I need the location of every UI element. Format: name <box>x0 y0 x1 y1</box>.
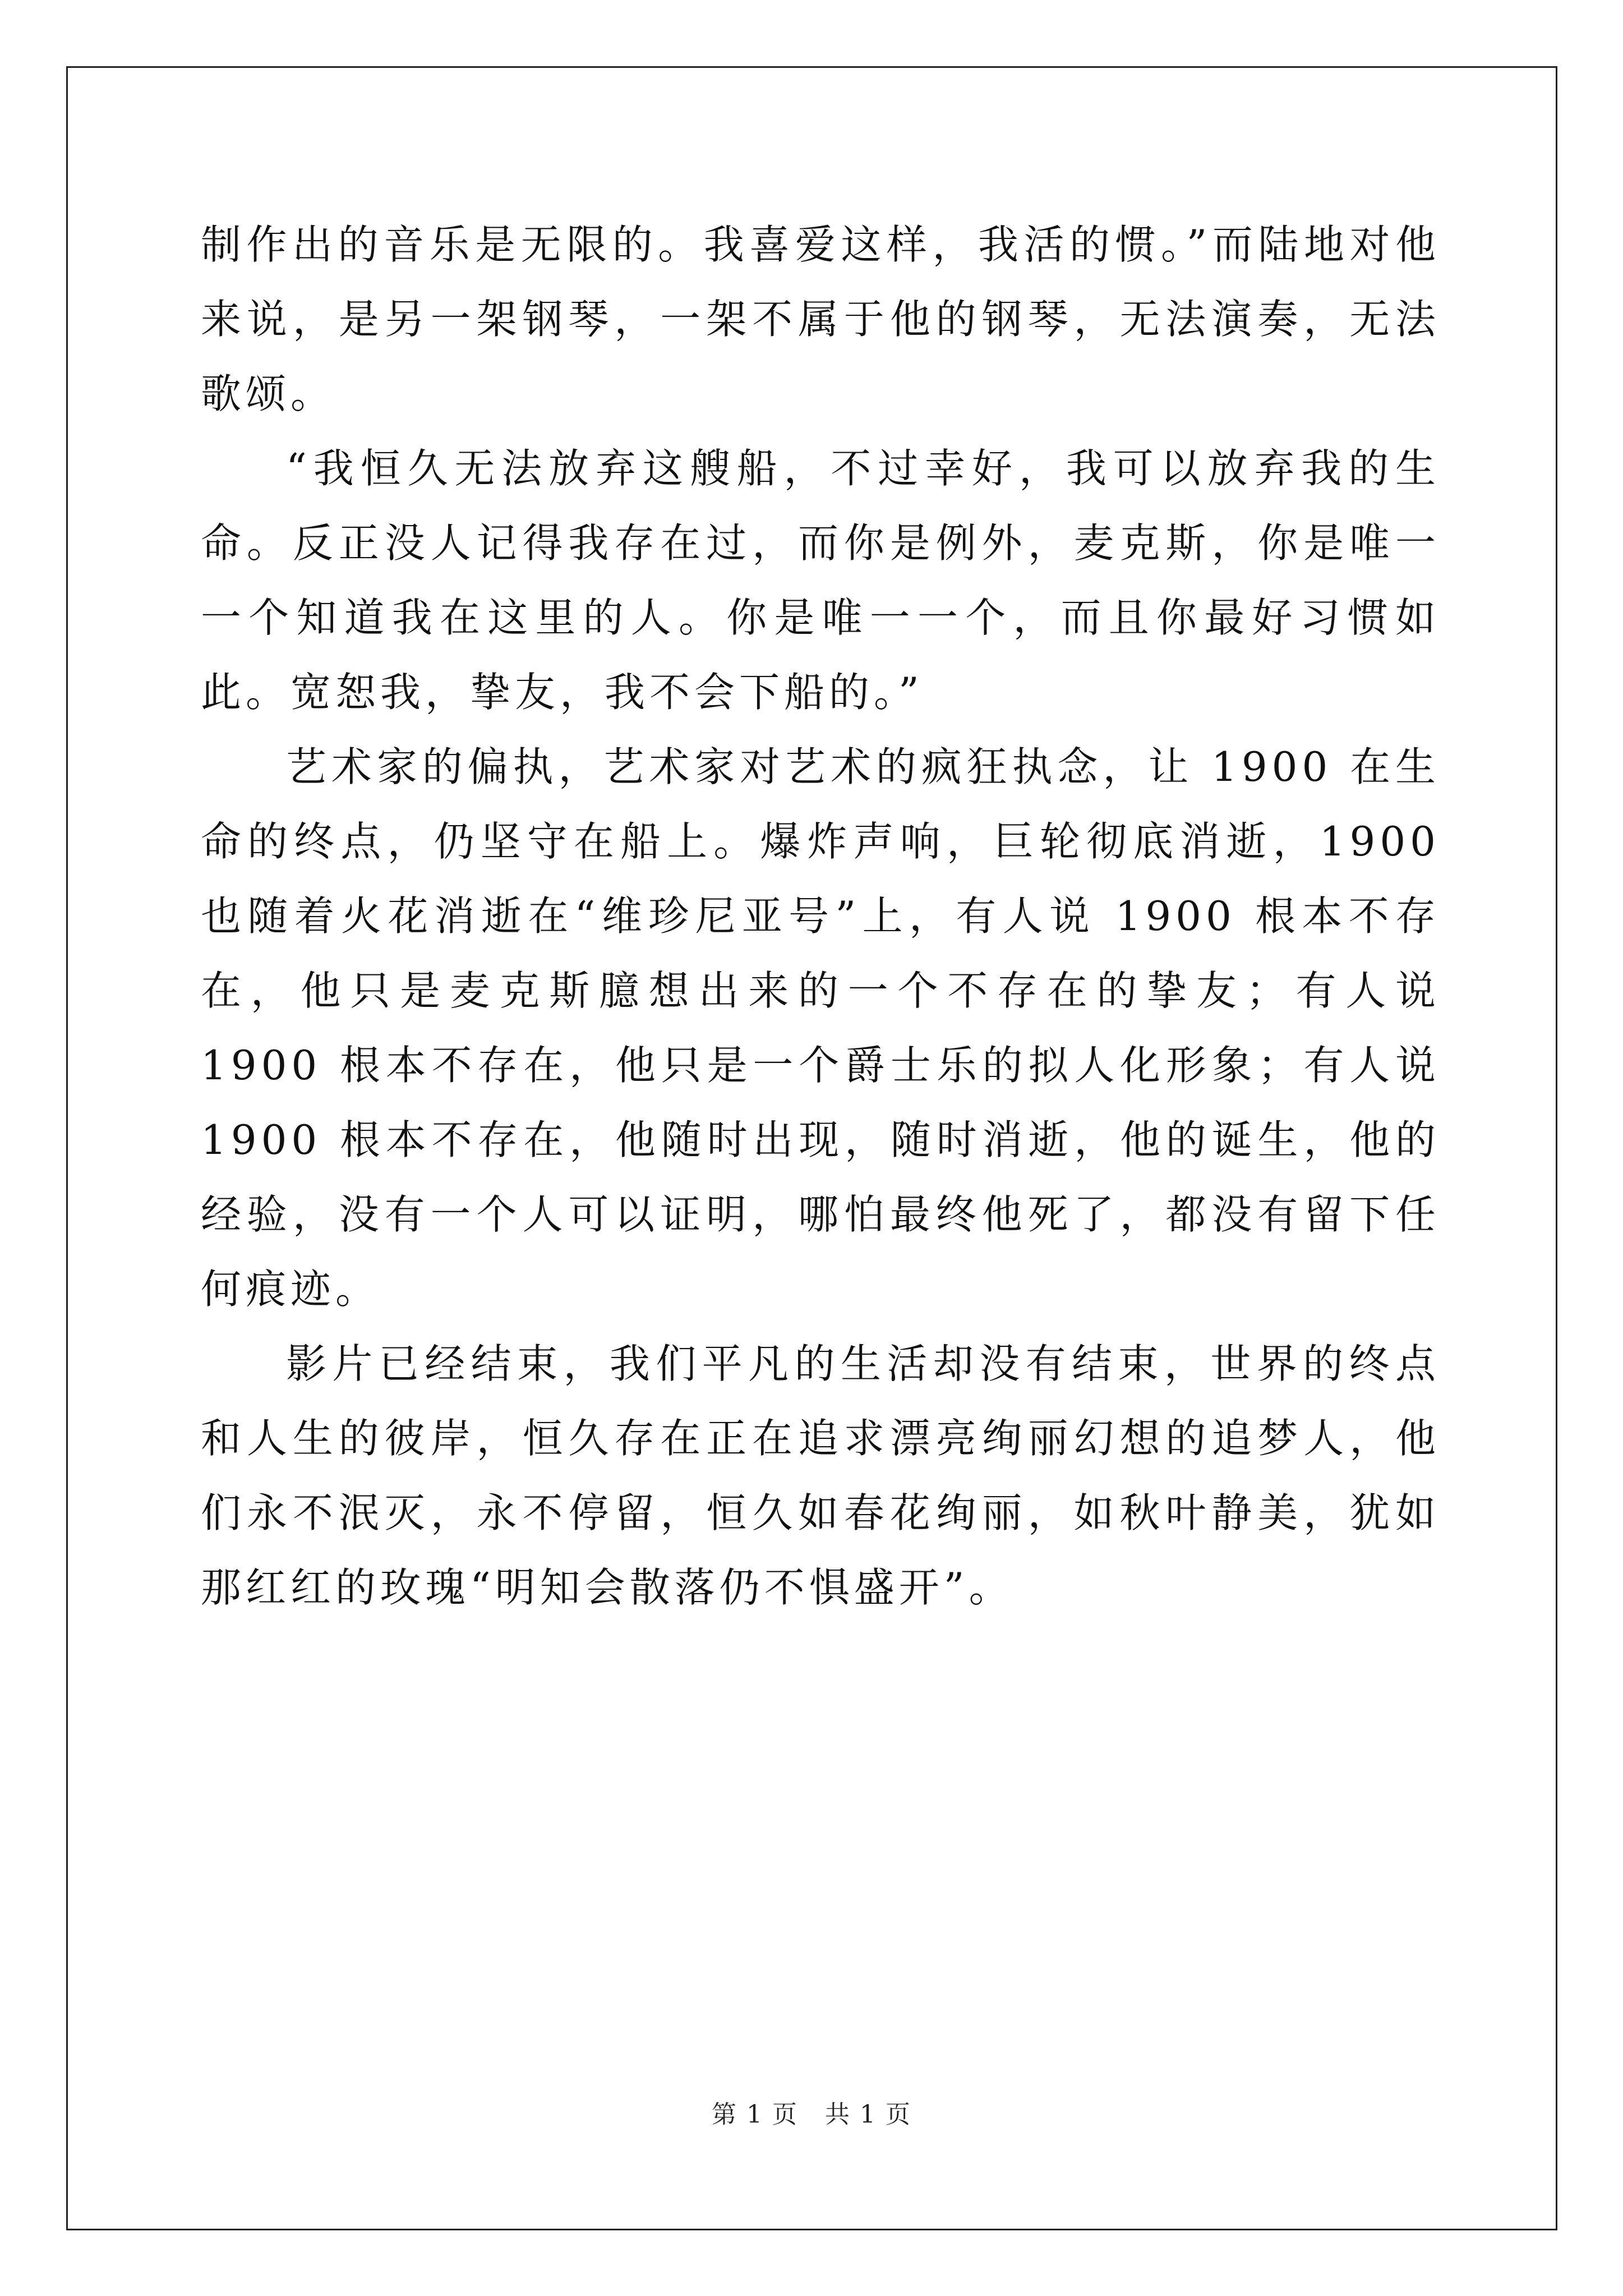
paragraph-3: 艺术家的偏执，艺术家对艺术的疯狂执念，让 1900 在生命的终点，仍坚守在船上。爆炸声响，巨轮彻底消逝，1900 也随着火花消逝在“维珍尼亚号”上，有人说 1900 根本不存在，他只是麦克斯臆想出来的一个不存在的挚友；有人说 1900 根本不存在，他只是一个爵士乐的拟人化形象；有人说 1900 根本不存在，他随时出现，随时消逝，他的诞生，他的经验，没有一个人可以证明，哪怕最终他死了，都没有留下任何痕迹。 <box>201 743 1440 1313</box>
paragraph-2: “我恒久无法放弃这艘船，不过幸好，我可以放弃我的生命。反正没人记得我存在过，而你是例外，麦克斯，你是唯一一个知道我在这里的人。你是唯一一个，而且你最好习惯如此。宽恕我，挚友，我不会下船的。” <box>201 445 1440 716</box>
paragraph-4: 影片已经结束，我们平凡的生活却没有结束，世界的终点和人生的彼岸，恒久存在正在追求漂亮绚丽幻想的追梦人，他们永不泯灭，永不停留，恒久如春花绚丽，如秋叶静美，犹如那红红的玫瑰“明知会散落仍不惧盛开”。 <box>201 1340 1440 1611</box>
page-total: 共 1 页 <box>825 2100 911 2129</box>
page-number: 第 1 页 <box>712 2100 798 2129</box>
page-footer <box>0 2099 1623 2131</box>
paragraph-1: 制作出的音乐是无限的。我喜爱这样，我活的惯。”而陆地对他来说，是另一架钢琴，一架不属于他的钢琴，无法演奏，无法歌颂。 <box>201 221 1440 417</box>
document-body <box>201 208 1440 1625</box>
